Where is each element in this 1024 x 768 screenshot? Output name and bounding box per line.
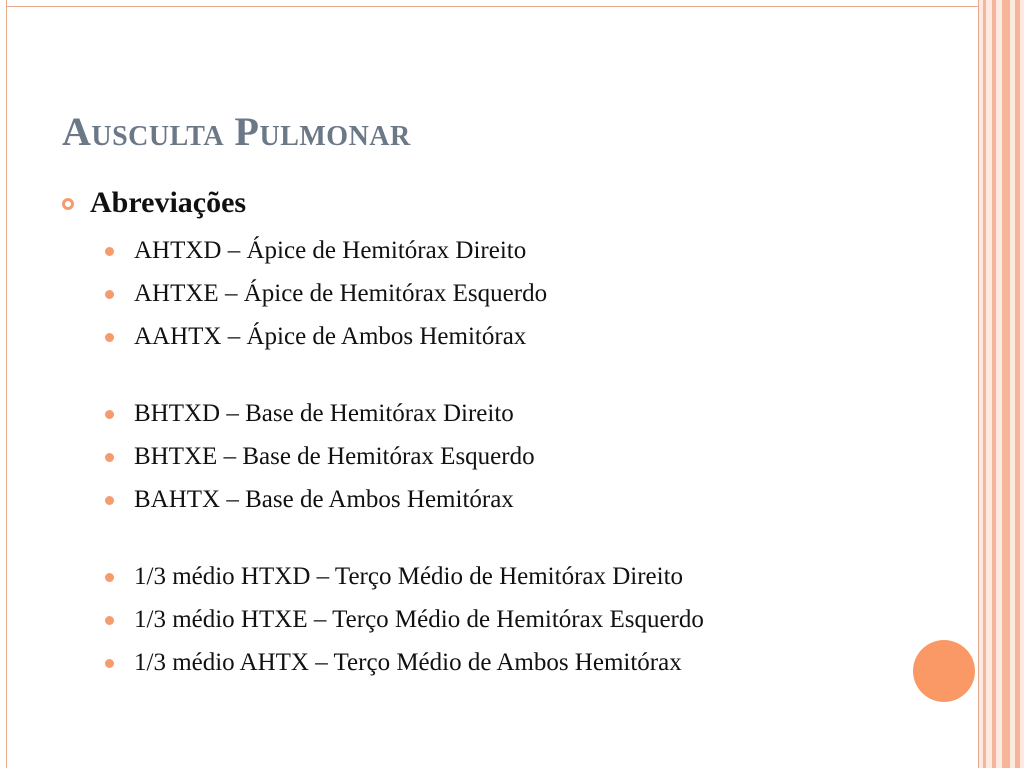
decorative-stripes [979, 0, 1024, 768]
list-item [104, 646, 884, 680]
list-item-text: BAHTX – Base de Ambos Hemitórax [134, 486, 514, 513]
list-item [104, 277, 884, 311]
list-item-text: 1/3 médio HTXE – Terço Médio de Hemitórax Esquerdo [134, 606, 704, 633]
stripe [983, 0, 986, 768]
list-item [104, 560, 884, 594]
abbreviation-list [104, 234, 884, 689]
dot-bullet-icon [105, 659, 114, 668]
stripe [1015, 0, 1020, 768]
list-item [104, 440, 884, 474]
list-item-text: BHTXE – Base de Hemitórax Esquerdo [134, 443, 535, 470]
list-item-text: AAHTX – Ápice de Ambos Hemitórax [134, 323, 527, 350]
list-item-text: 1/3 médio HTXD – Terço Médio de Hemitórax Direito [134, 563, 684, 590]
slide-title: Ausculta Pulmonar [62, 109, 411, 154]
list-item [104, 234, 884, 268]
list-item [104, 320, 884, 354]
ring-bullet-icon [62, 198, 74, 210]
section-heading: Abreviações [90, 186, 247, 219]
dot-bullet-icon [105, 616, 114, 625]
orange-circle-icon [913, 640, 975, 702]
dot-bullet-icon [105, 496, 114, 505]
dot-bullet-icon [105, 247, 114, 256]
list-item [104, 483, 884, 517]
list-item-text: 1/3 médio AHTX – Terço Médio de Ambos Hemitórax [134, 649, 682, 676]
dot-bullet-icon [105, 453, 114, 462]
heading-bullet-row [62, 186, 246, 220]
dot-bullet-icon [105, 290, 114, 299]
list-item-text: AHTXE – Ápice de Hemitórax Esquerdo [134, 280, 548, 307]
list-item [104, 603, 884, 637]
stripe [992, 0, 996, 768]
list-item-text: AHTXD – Ápice de Hemitórax Direito [134, 237, 527, 264]
list-item-text: BHTXD – Base de Hemitórax Direito [134, 400, 514, 427]
dot-bullet-icon [105, 333, 114, 342]
stripe [1002, 0, 1010, 768]
dot-bullet-icon [105, 573, 114, 582]
dot-bullet-icon [105, 410, 114, 419]
slide-frame-top-line [6, 6, 979, 7]
list-item [104, 397, 884, 431]
